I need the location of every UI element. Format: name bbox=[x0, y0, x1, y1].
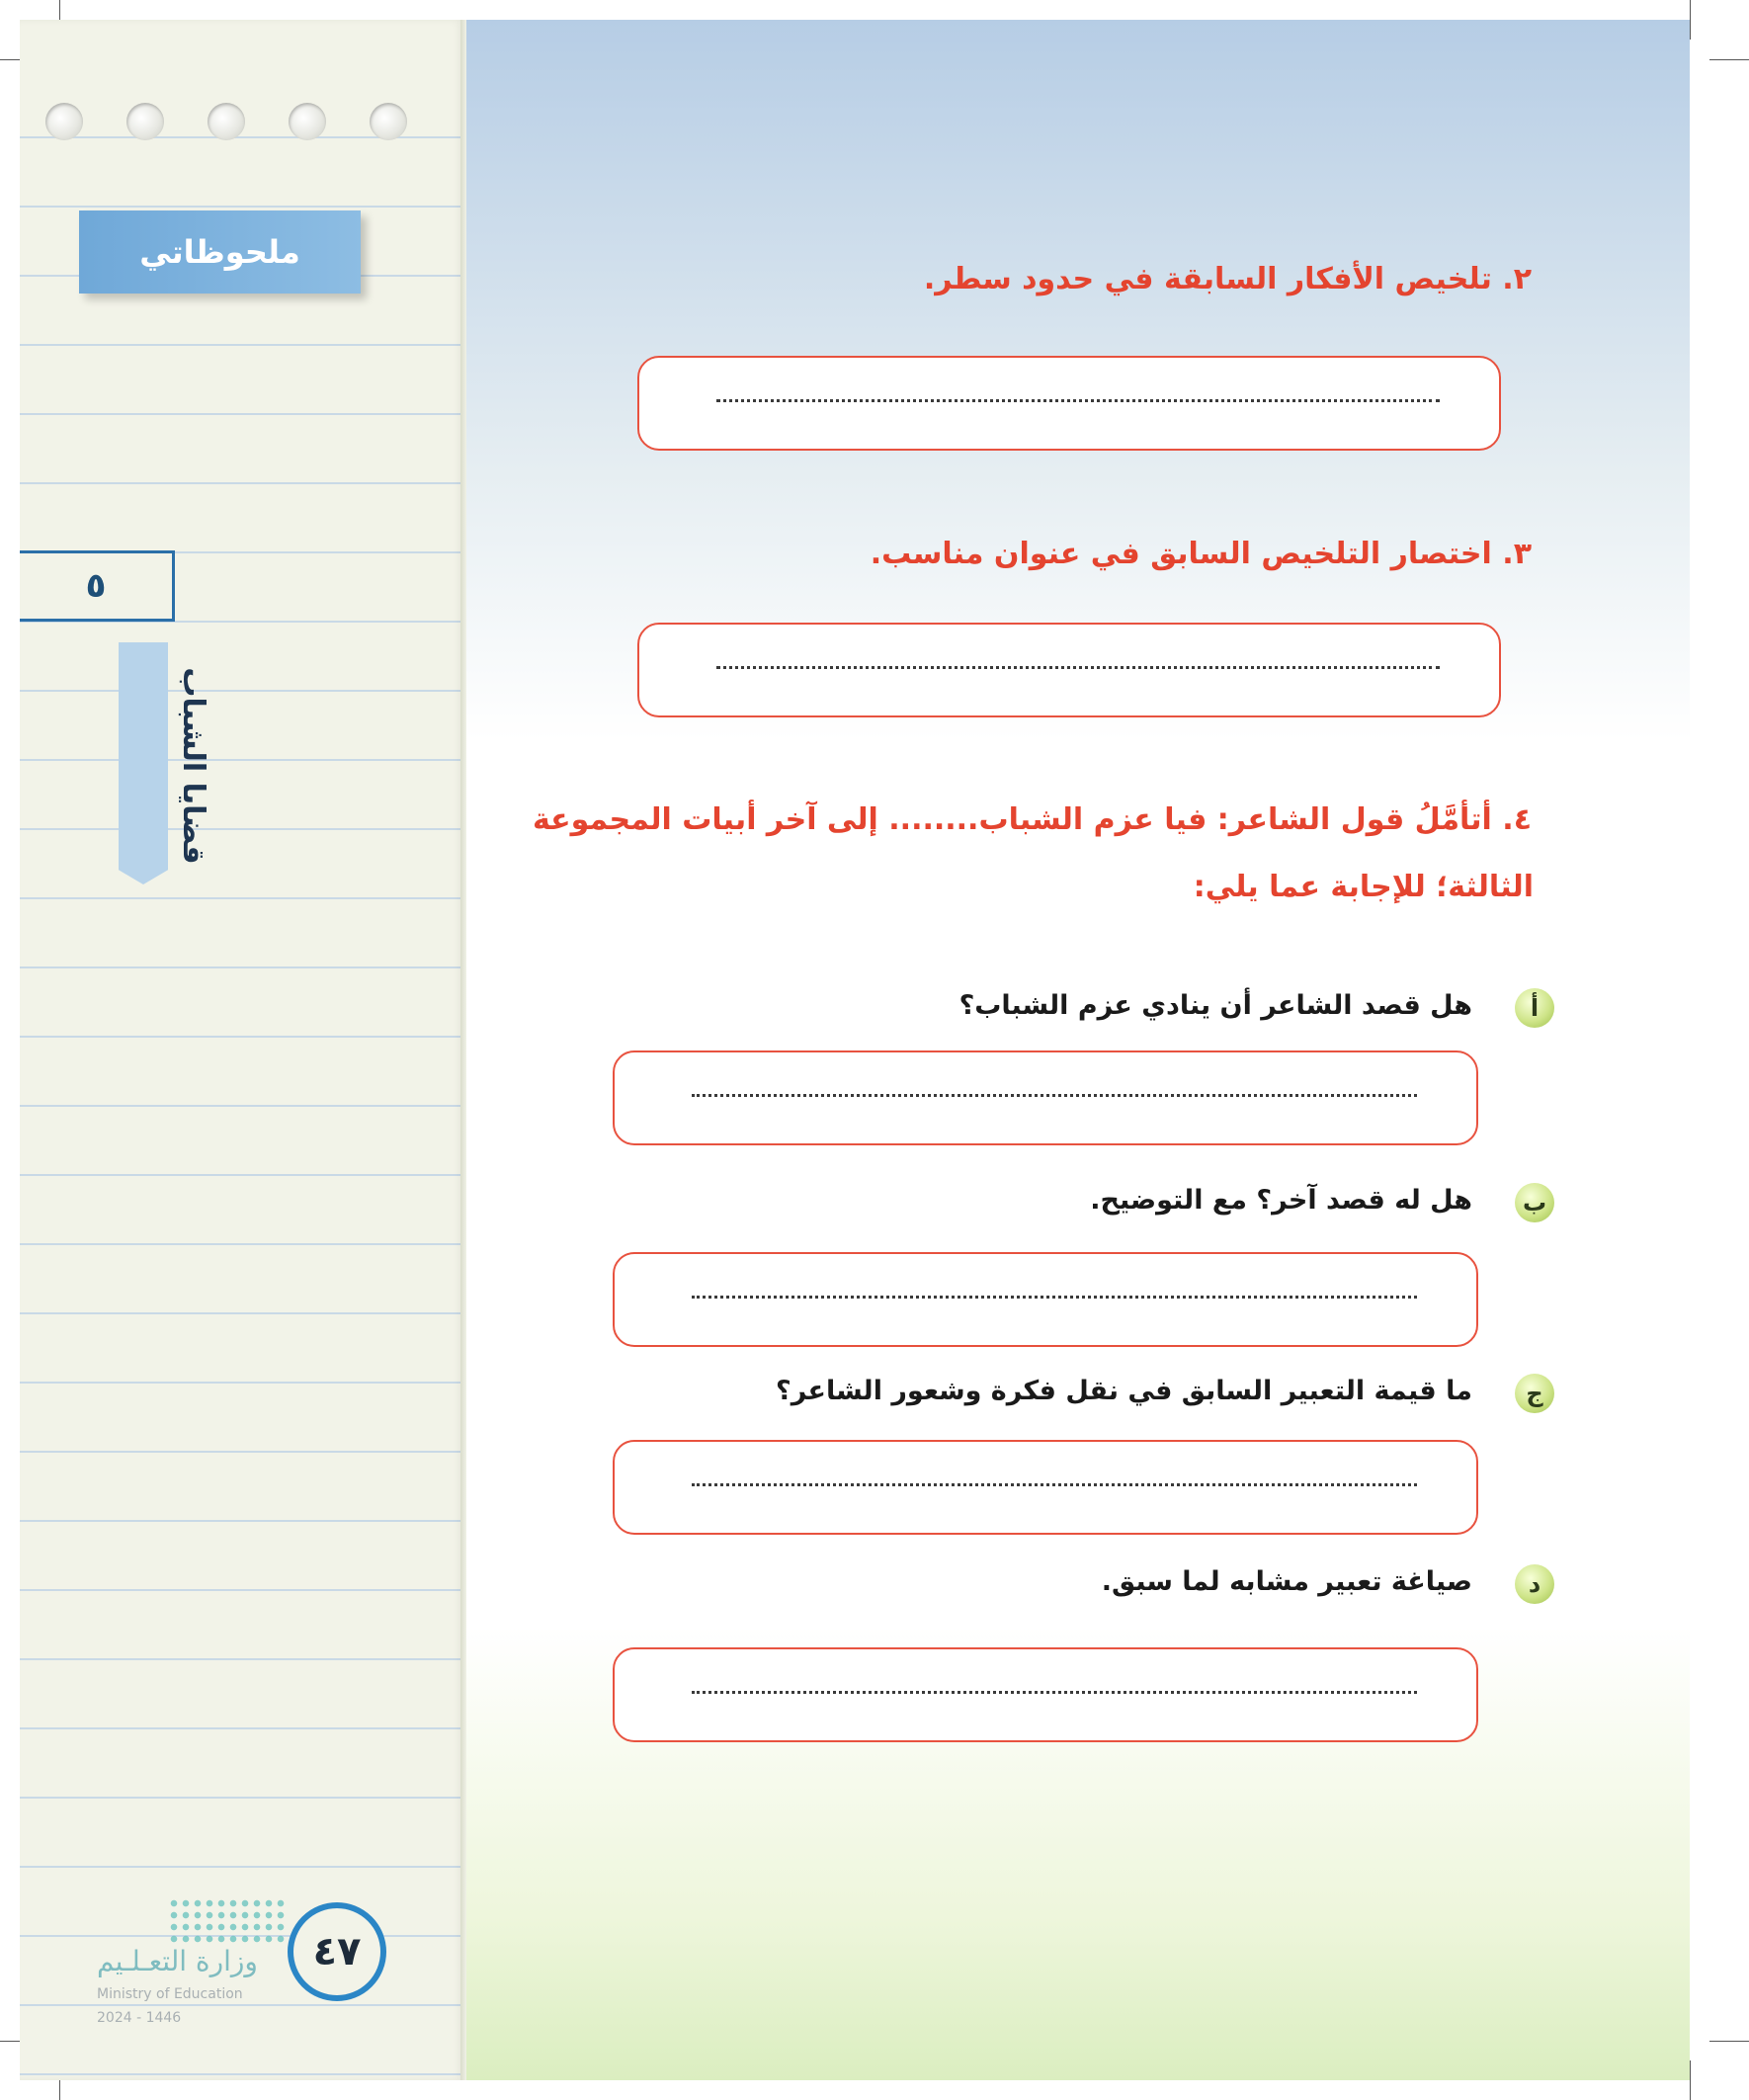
sub-question-c-badge: ج bbox=[1515, 1374, 1554, 1413]
sub-question-a-badge: أ bbox=[1515, 988, 1554, 1028]
crop-mark bbox=[1709, 59, 1749, 60]
question-4-line-2: الثالثة؛ للإجابة عما يلي: bbox=[1193, 870, 1534, 904]
sub-question-d: صياغة تعبير مشابه لما سبق. bbox=[1101, 1566, 1472, 1597]
unit-title: قضايا الشباب bbox=[176, 667, 210, 865]
binder-hole bbox=[289, 103, 326, 140]
notes-sidebar bbox=[20, 20, 464, 2080]
crop-mark bbox=[1709, 2041, 1749, 2042]
notes-label: ملحوظاتي bbox=[79, 210, 361, 294]
binder-hole bbox=[208, 103, 245, 140]
sub-question-b-badge: ب bbox=[1515, 1183, 1554, 1222]
answer-box-3[interactable] bbox=[637, 623, 1501, 717]
answer-box-2[interactable] bbox=[637, 356, 1501, 451]
ministry-logo-icon bbox=[168, 1897, 287, 1945]
crop-mark bbox=[1690, 2060, 1691, 2100]
sub-question-d-badge: د bbox=[1515, 1564, 1554, 1604]
question-2: ٢. تلخيص الأفكار السابقة في حدود سطر. bbox=[923, 262, 1532, 296]
question-4-line-1: ٤. أتأمَّلُ قول الشاعر: فيا عزم الشباب........ إلى آخر أبيات المجموعة bbox=[532, 802, 1532, 837]
answer-box-a[interactable] bbox=[613, 1050, 1478, 1145]
binder-hole bbox=[370, 103, 407, 140]
question-3: ٣. اختصار التلخيص السابق في عنوان مناسب. bbox=[870, 537, 1532, 571]
answer-box-b[interactable] bbox=[613, 1252, 1478, 1347]
answer-dotted-line bbox=[692, 1691, 1417, 1694]
answer-dotted-line bbox=[692, 1094, 1417, 1097]
unit-ribbon bbox=[119, 642, 168, 884]
answer-box-c[interactable] bbox=[613, 1440, 1478, 1535]
answer-dotted-line bbox=[716, 399, 1440, 402]
page-number: ٤٧ bbox=[288, 1902, 386, 2001]
ministry-name-arabic: وزارة التعـلـيم bbox=[97, 1945, 258, 1977]
ministry-name-english: Ministry of Education bbox=[97, 1986, 243, 2002]
answer-box-d[interactable] bbox=[613, 1647, 1478, 1742]
answer-dotted-line bbox=[692, 1296, 1417, 1299]
edition-year: 2024 - 1446 bbox=[97, 2010, 182, 2026]
unit-number: ٥ bbox=[20, 550, 175, 622]
answer-dotted-line bbox=[692, 1483, 1417, 1486]
binder-hole bbox=[126, 103, 164, 140]
crop-mark bbox=[1690, 0, 1691, 40]
sub-question-b: هل له قصد آخر؟ مع التوضيح. bbox=[1090, 1185, 1472, 1216]
sub-question-a: هل قصد الشاعر أن ينادي عزم الشباب؟ bbox=[958, 990, 1472, 1021]
sub-question-c: ما قيمة التعبير السابق في نقل فكرة وشعور الشاعر؟ bbox=[776, 1376, 1472, 1406]
answer-dotted-line bbox=[716, 666, 1440, 669]
binder-hole bbox=[45, 103, 83, 140]
